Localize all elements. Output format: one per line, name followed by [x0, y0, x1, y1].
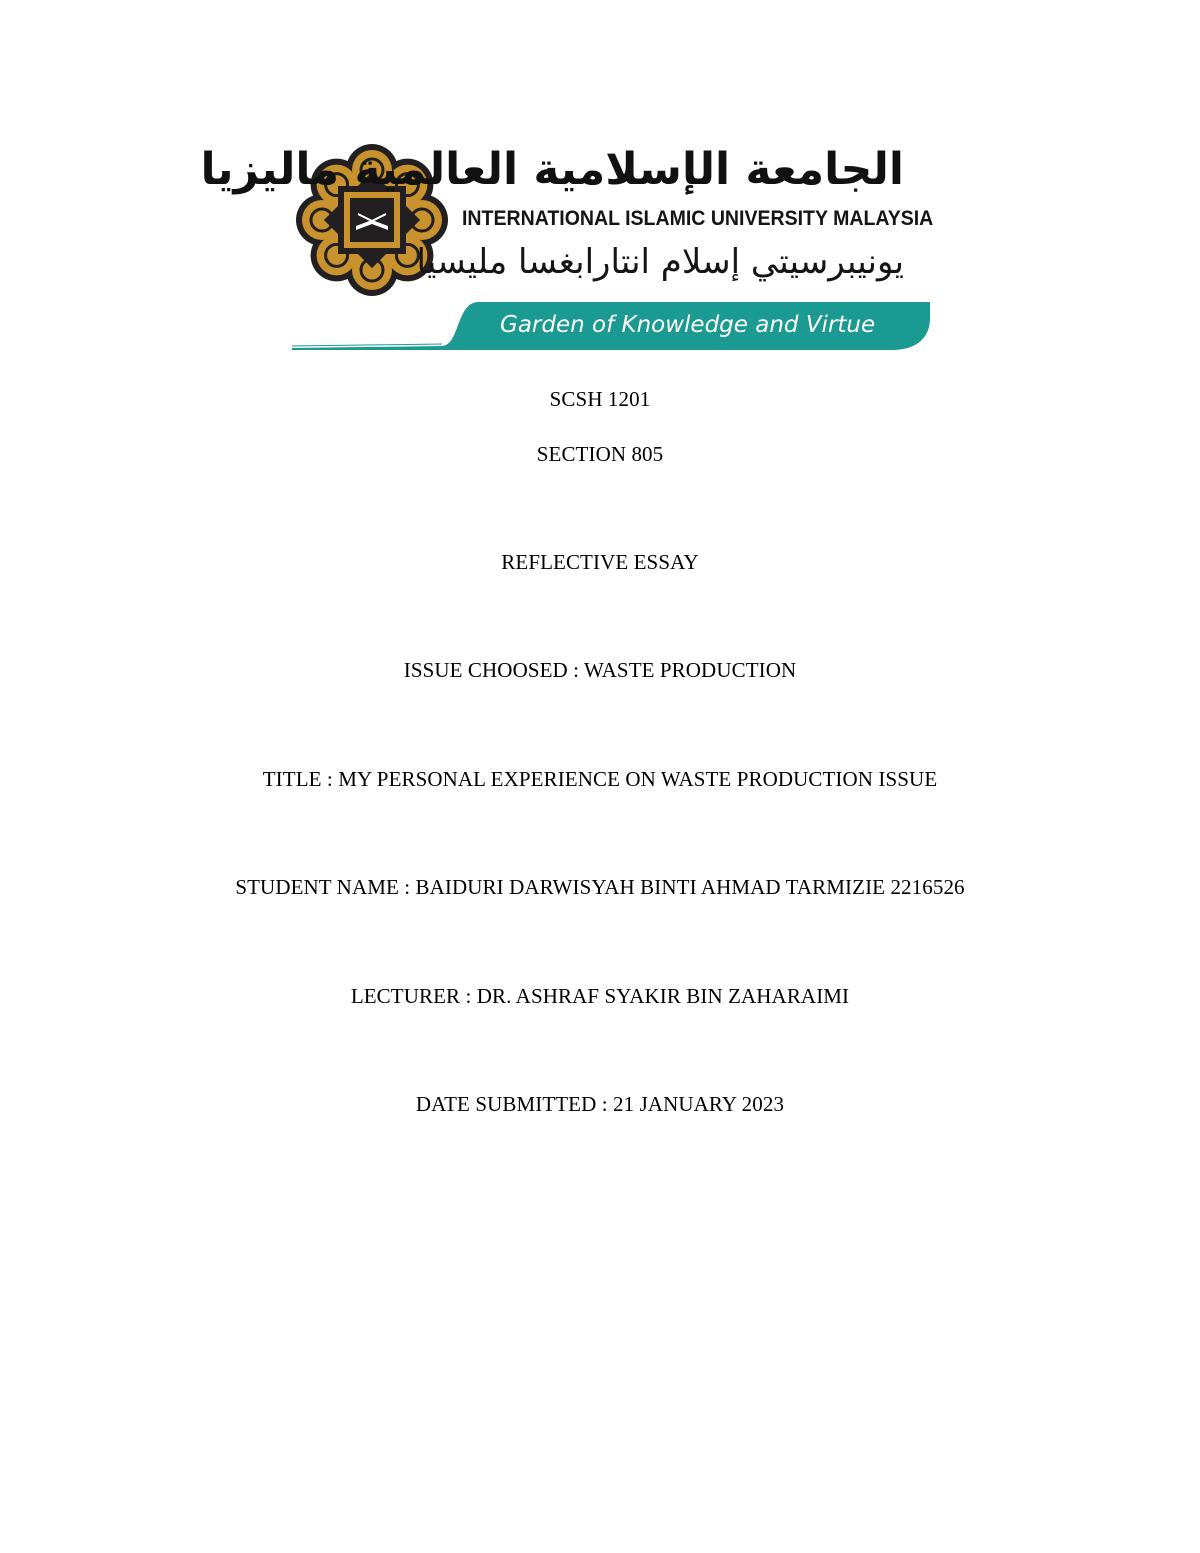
date-submitted: DATE SUBMITTED : 21 JANUARY 2023	[415, 1092, 785, 1116]
student-name: STUDENT NAME : BAIDURI DARWISYAH BINTI AHMAD TARMIZIE 2216526	[235, 875, 965, 899]
logo-jawi-name: يونيبرسيتي إسلام انتارابغسا مليسيا	[416, 242, 904, 282]
logo-english-name: INTERNATIONAL ISLAMIC UNIVERSITY MALAYSIA	[462, 207, 934, 230]
lecturer-name: LECTURER : DR. ASHRAF SYAKIR BIN ZAHARAIMI	[350, 984, 850, 1008]
course-code: SCSH 1201	[549, 387, 651, 411]
logo-tagline: Garden of Knowledge and Virtue	[500, 312, 876, 338]
essay-title: TITLE : MY PERSONAL EXPERIENCE ON WASTE PRODUCTION ISSUE	[262, 767, 938, 791]
section-number: SECTION 805	[536, 442, 664, 466]
issue-chosen: ISSUE CHOOSED : WASTE PRODUCTION	[403, 658, 797, 682]
logo-arabic-name: الجامعة الإسلامية العالمية ماليزيا	[200, 144, 904, 195]
university-logo	[200, 140, 934, 352]
essay-type: REFLECTIVE ESSAY	[501, 550, 699, 574]
